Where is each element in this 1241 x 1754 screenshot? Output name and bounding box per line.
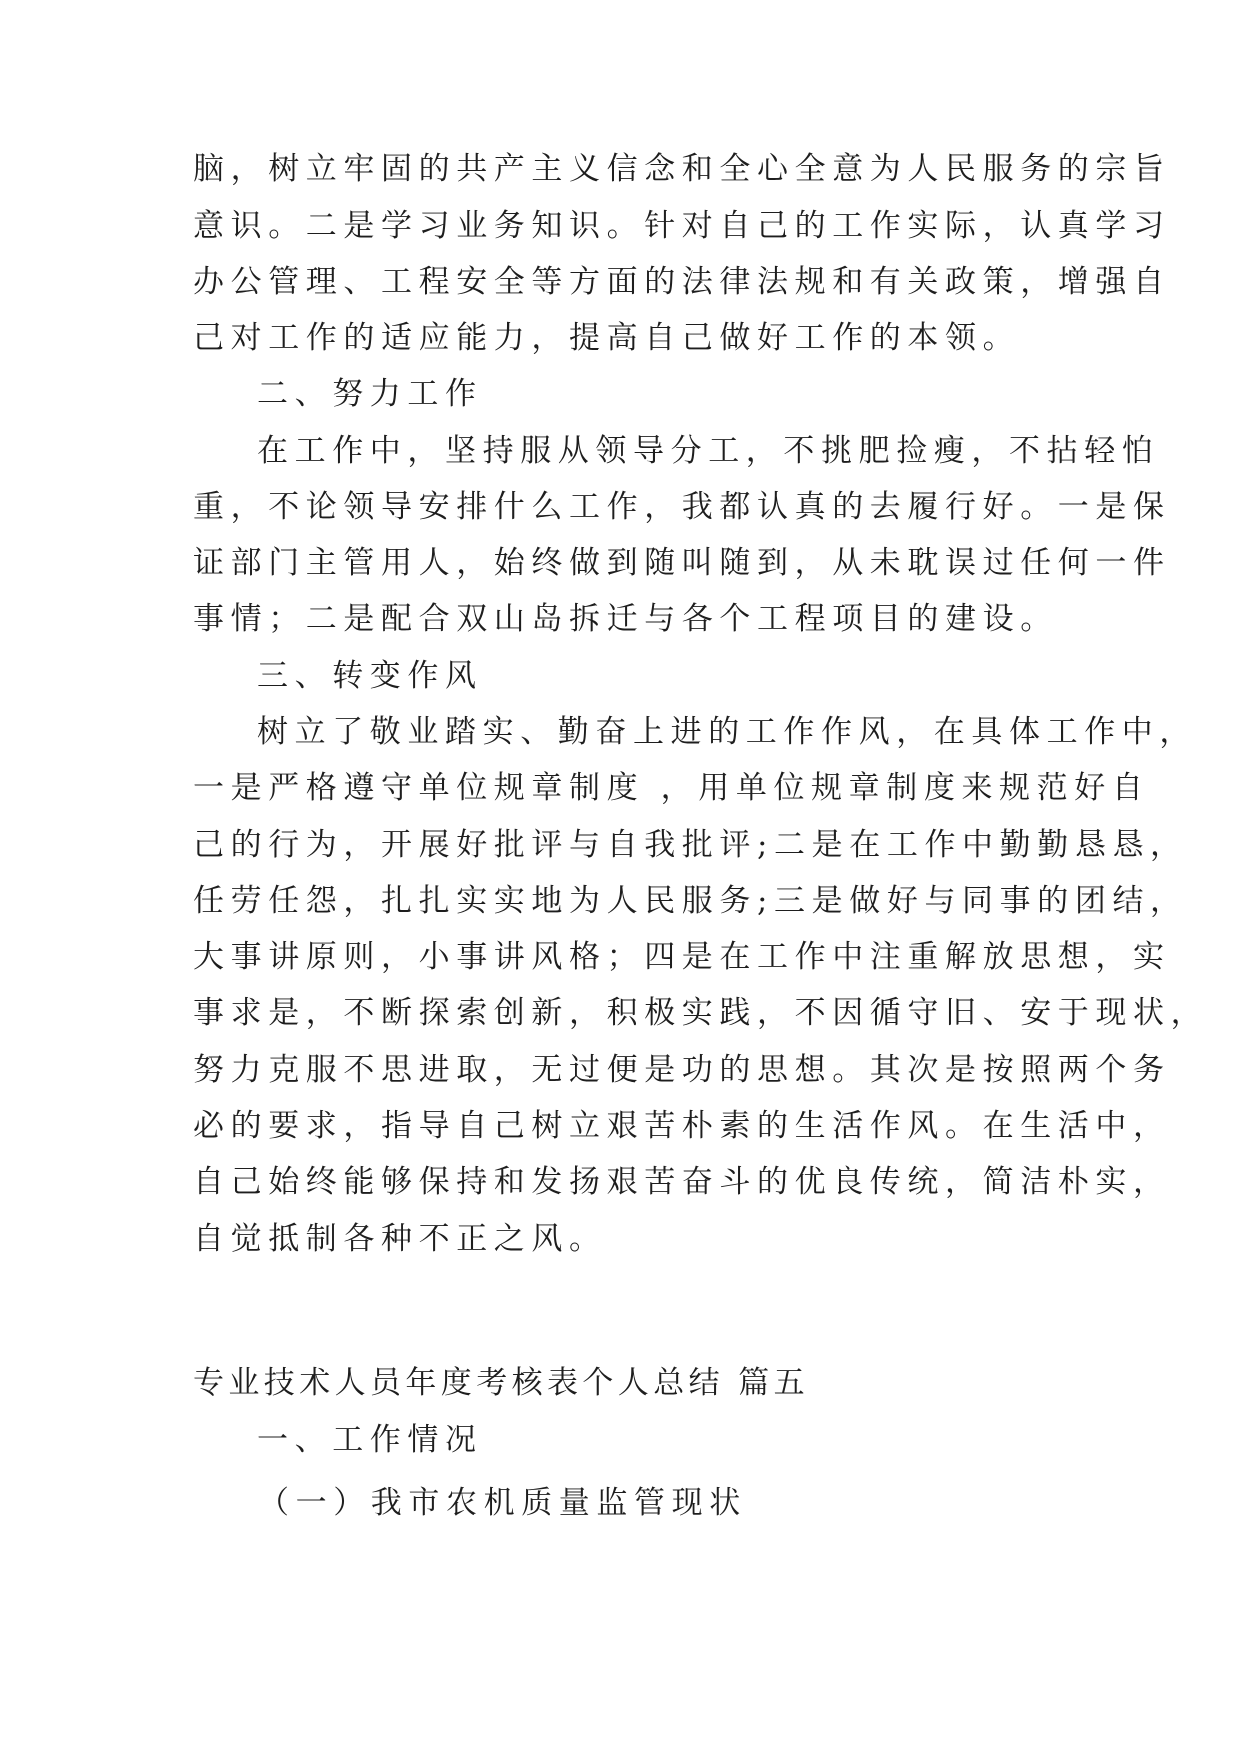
text-line: 一是严格遵守单位规章制度 ，用单位规章制度来规范好自 (193, 770, 1150, 806)
section-heading: 二、努力工作 (257, 376, 483, 412)
text-line: 己的行为，开展好批评与自我批评;二是在工作中勤勤恳恳， (193, 827, 1188, 863)
text-line: 自觉抵制各种不正之风。 (193, 1221, 607, 1257)
section-heading: 一、工作情况 (257, 1422, 483, 1458)
text-line: 意识。二是学习业务知识。针对自己的工作实际，认真学习 (193, 208, 1171, 244)
text-line: 己对工作的适应能力，提高自己做好工作的本领。 (193, 320, 1021, 356)
article-title: 专业技术人员年度考核表个人总结 篇五 (193, 1365, 810, 1401)
text-line: 证部门主管用人，始终做到随叫随到，从未耽误过任何一件 (193, 545, 1171, 581)
text-line: 脑，树立牢固的共产主义信念和全心全意为人民服务的宗旨 (193, 151, 1171, 187)
text-line: 事求是，不断探索创新，积极实践，不因循守旧、安于现状， (193, 995, 1209, 1031)
text-line: 重，不论领导安排什么工作，我都认真的去履行好。一是保 (193, 489, 1171, 525)
text-line: 自己始终能够保持和发扬艰苦奋斗的优良传统，简洁朴实， (193, 1164, 1171, 1200)
text-line: 任劳任怨，扎扎实实地为人民服务;三是做好与同事的团结， (193, 883, 1188, 919)
paragraph-first-line: 树立了敬业踏实、勤奋上进的工作作风，在具体工作中， (257, 714, 1197, 750)
text-line: 办公管理、工程安全等方面的法律法规和有关政策，增强自 (193, 264, 1171, 300)
text-line: 大事讲原则，小事讲风格；四是在工作中注重解放思想，实 (193, 939, 1171, 975)
paragraph-first-line: 在工作中，坚持服从领导分工，不挑肥捡瘦，不拈轻怕 (257, 433, 1160, 469)
text-line: 必的要求，指导自己树立艰苦朴素的生活作风。在生活中， (193, 1108, 1171, 1144)
section-heading: 三、转变作风 (257, 658, 483, 694)
text-line: 努力克服不思进取，无过便是功的思想。其次是按照两个务 (193, 1052, 1171, 1088)
text-line: 事情；二是配合双山岛拆迁与各个工程项目的建设。 (193, 601, 1058, 637)
subsection-heading: （一）我市农机质量监管现状 (258, 1485, 747, 1521)
